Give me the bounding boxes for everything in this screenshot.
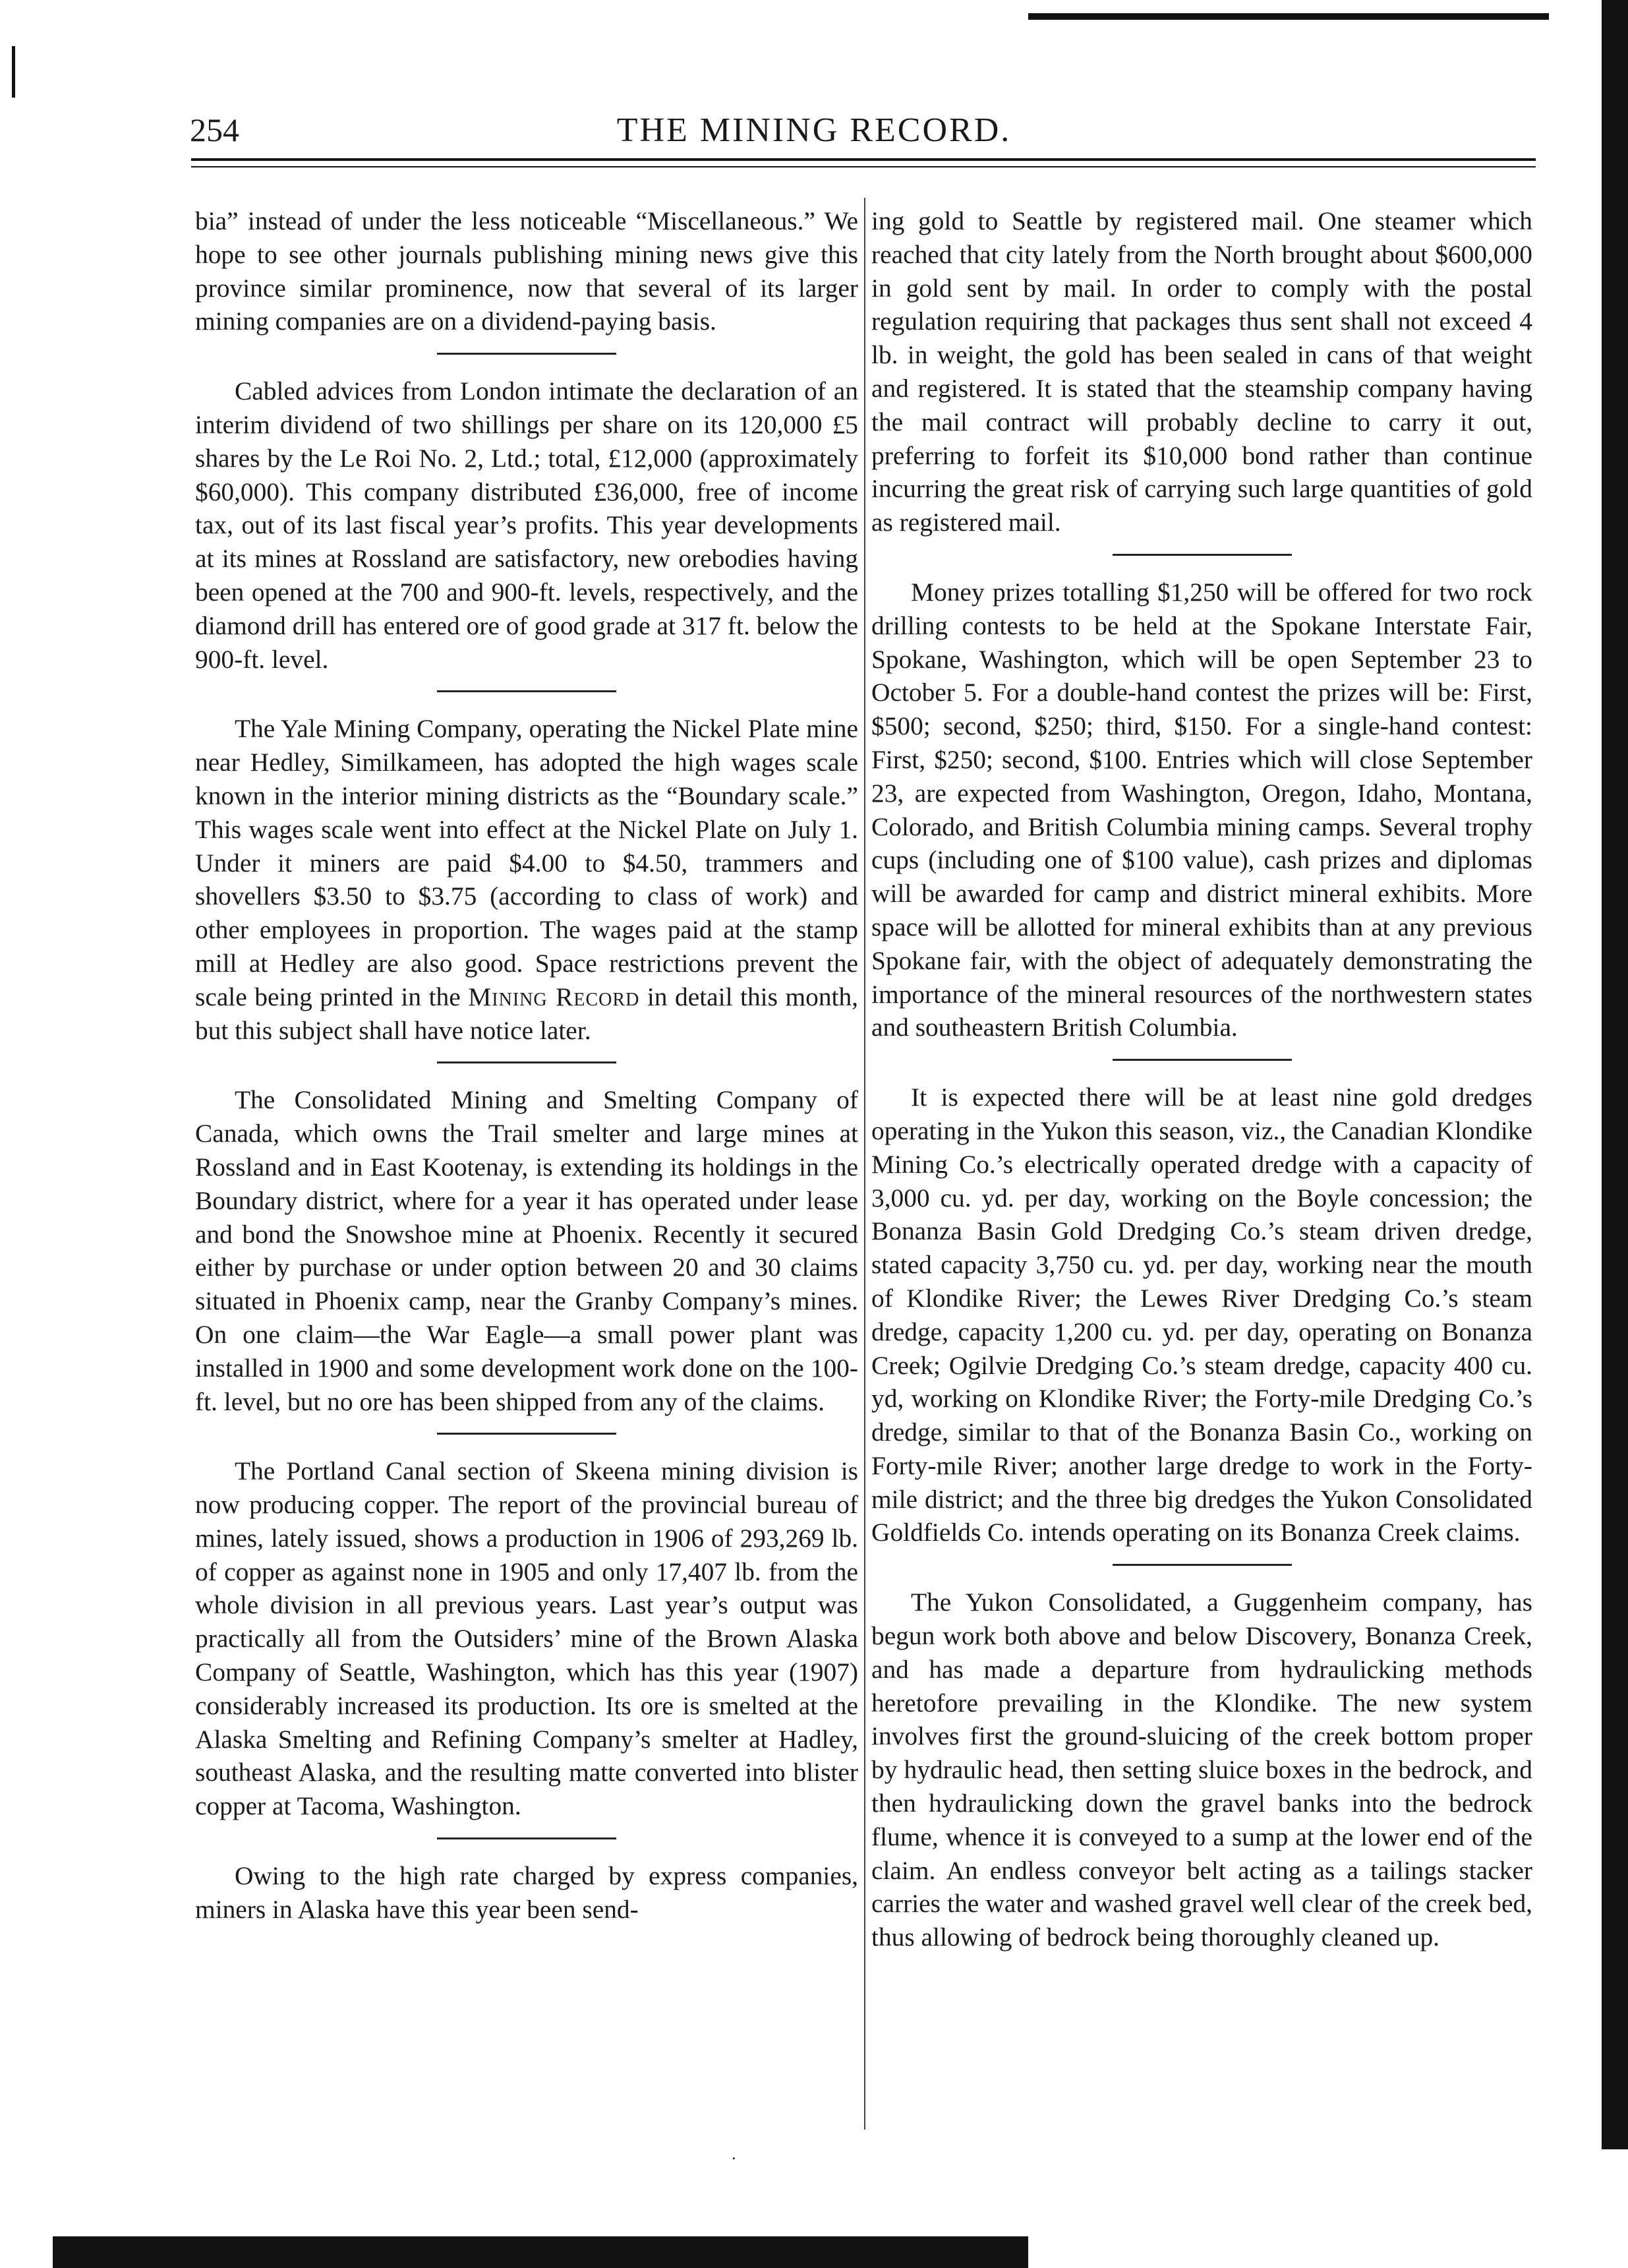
article-separator [437,1837,616,1839]
scan-edge-bar-right [1602,0,1628,2149]
right-column [871,204,1532,1954]
article-le-roi-dividend: Cabled advices from London intimate the declaration of an interim dividend of two shillings per share on its 120,000 £5 shares by the Le Roi No. 2, Ltd.; total, £12,000 (approximately $60,000). This company distributed £36,000, free of income tax, out of its last fiscal year’s profits. This year developments at its mines at Rossland are satisfactory, new orebodies having been opened at the 700 and 900-ft. levels, respectively, and the diamond drill has entered ore of good grade at 317 ft. below the 900-ft. level. [195,376,858,674]
scan-edge-bar-bottom [53,2236,1028,2268]
article-separator [1113,554,1292,556]
article-yukon-consolidated: The Yukon Consolidated, a Guggenheim company, has begun work both above and below Discovery, Bonanza Creek, and has made a departure from hydraulicking methods heretofore prevailing in the Klondike. The new system involves first the ground-sluicing of the creek bottom proper by hydraulic head, then setting sluice boxes in the bedrock, and then hydraulicking down the gravel banks into the bedrock flume, whence it is conveyed to a sump at the lower end of the claim. An endless conveyor belt acting as a tailings stacker carries the water and washed gravel well clear of the creek bed, thus allowing of bedrock being thoroughly cleaned up. [871,1588,1532,1952]
article-separator [437,1433,616,1435]
column-divider [864,198,865,2130]
scan-edge-mark-top-left [12,46,15,98]
article-alaska-gold-mail-continued: ing gold to Seattle by registered mail. One steamer which reached that city lately from the North brought about $600,000 in gold sent by mail. In order to comply with the postal regulation requiring that packages thus sent shall not exceed 4 lb. in weight, the gold has been sealed in cans of that weight and registered. It is stated that the steamship company having the mail contract will probably decline to carry it out, preferring to forfeit its $10,000 bond rather than continue incurring the great risk of carrying such large quantities of gold as registered mail. [871,206,1532,537]
article-separator [437,353,616,355]
header-rule-thick [191,158,1536,161]
article-separator [1113,1059,1292,1061]
page-number: 254 [190,111,239,148]
article-yale-mining-wages [195,712,858,1047]
journal-name: Mining Record [468,982,640,1011]
scan-edge-bar-top-right [1028,13,1549,20]
stray-mark: . [732,2144,736,2163]
article-separator [437,1061,616,1063]
article-portland-canal-copper: The Portland Canal section of Skeena mining division is now producing copper. The report of the provincial bureau of mines, lately issued, shows a production in 1906 of 293,269 lb. of copper as against none in 1905 and only 17,407 lb. from the whole division in all previous years. Last year’s output was practically all from the Outsiders’ mine of the Brown Alaska Company of Seattle, Washington, which has this year (1907) considerably increased its production. Its ore is smelted at the Alaska Smelting and Refining Company’s smelter at Hadley, southeast Alaska, and the resulting matte converted into blister copper at Tacoma, Washington. [195,1456,858,1821]
article-text: The Yale Mining Company, operating the Nickel Plate mine near Hedley, Similkameen, has adopted the high wages scale known in the interior mining districts as the “Boundary scale.” This wages scale went into effect at the Nickel Plate on July 1. Under it miners are paid $4.00 to $4.50, trammers and shovellers $3.50 to $3.75 (according to class of work) and other employees in proportion. The wages paid at the stamp mill at Hedley are also good. Space restrictions prevent the scale being printed in the [195,714,858,1011]
article-continued: bia” instead of under the less noticeable “Miscellaneous.” We hope to see other journals publishing mining news give this province similar prominence, now that several of its larger mining companies are on a dividend-paying basis. [195,206,858,336]
article-consolidated-mining: The Consolidated Mining and Smelting Company of Canada, which owns the Trail smelter and large mines at Rossland and in East Kootenay, is extending its holdings in the Boundary district, where for a year it has operated under lease and bond the Snowshoe mine at Phoenix. Recently it secured either by purchase or under option between 20 and 30 claims situated in Phoenix camp, near the Granby Company’s mines. On one claim—the War Eagle—a small power plant was installed in 1900 and some development work done on the 100-ft. level, but no ore has been shipped from any of the claims. [195,1085,858,1416]
article-text: in detail this month, but this subject shall have notice later. [195,982,859,1045]
running-title: THE MINING RECORD. [616,111,1012,149]
left-column [195,204,858,1926]
article-yukon-dredges: It is expected there will be at least nine gold dredges operating in the Yukon this season, viz., the Canadian Klondike Mining Co.’s electrically operated dredge with a capacity of 3,000 cu. yd. per day, working on the Boyle concession; the Bonanza Basin Gold Dredging Co.’s steam driven dredge, stated capacity 3,750 cu. yd. per day, working near the mouth of Klondike River; the Lewes River Dredging Co.’s steam dredge, capacity 1,200 cu. yd. per day, operating on Bonanza Creek; Ogilvie Dredging Co.’s steam dredge, capacity 400 cu. yd, working on Klondike River; the Forty-mile Dredging Co.’s dredge, similar to that of the Bonanza Basin Co., working on Forty-mile River; another large dredge to work in the Forty-mile district; and the three big dredges the Yukon Consolidated Goldfields Co. intends operating on its Bonanza Creek claims. [871,1083,1532,1547]
article-rock-drilling-contests: Money prizes totalling $1,250 will be offered for two rock drilling contests to be held at the Spokane Interstate Fair, Spokane, Washington, which will be open September 23 to October 5. For a double-hand contest the prizes will be: First, $500; second, $250; third, $150. For a single-hand contest: First, $250; second, $100. Entries which will close September 23, are expected from Washington, Oregon, Idaho, Montana, Colorado, and British Columbia mining camps. Several trophy cups (including one of $100 value), cash prizes and diplomas will be awarded for camp and district mineral exhibits. More space will be allotted for mineral exhibits than at any previous Spokane fair, with the object of adequately demonstrating the importance of the mineral resources of the northwestern states and southeastern British Columbia. [871,577,1532,1042]
article-separator [437,690,616,692]
header-rule-thin [191,166,1536,167]
article-alaska-gold-mail: Owing to the high rate charged by express companies, miners in Alaska have this year been send- [195,1861,858,1924]
article-separator [1113,1564,1292,1566]
